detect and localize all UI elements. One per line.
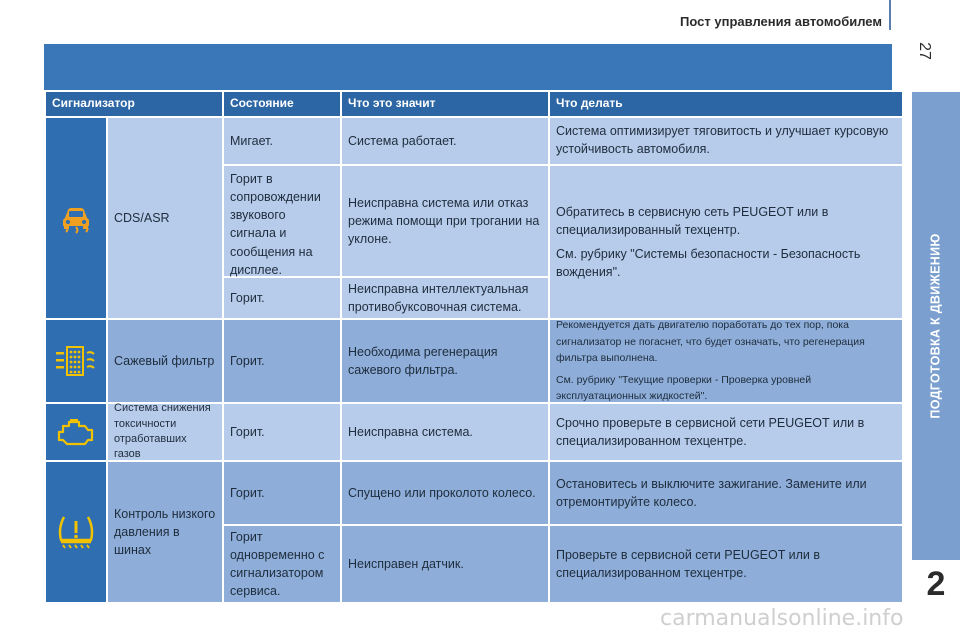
dpf-action-1: Рекомендуется дать двигателю поработать до тех пор, пока сигнализатор не погаснет, что будет означать, что регенерация фильтра выполнена.: [556, 319, 865, 364]
tyre-state-2: Горит одновременно с сигнализатором сервиса.: [224, 526, 340, 602]
side-tab-label-wrap: [912, 92, 960, 560]
cds-state-2: Горит в сопровождении звукового сигнала и сообщения на дисплее.: [224, 166, 340, 276]
cds-action-1: Система оптимизирует тяговитость и улучшает курсовую устойчивость автомобиля.: [550, 118, 902, 164]
section-title: Пост управления автомобилем: [680, 14, 882, 29]
emission-action: Срочно проверьте в сервисной сети PEUGEOT или в специализированном техцентре.: [550, 404, 902, 460]
column-header-action: Что делать: [550, 92, 902, 116]
dpf-state: Горит.: [224, 320, 340, 402]
tyre-state-1: Горит.: [224, 462, 340, 524]
engine-icon: [46, 404, 106, 460]
page-number: 27: [916, 42, 933, 60]
tyre-action-1: Остановитесь и выключите зажигание. Замените или отремонтируйте колесо.: [550, 462, 902, 524]
cds-meaning-3: Неисправна интеллектуальная противобуксовочная система.: [342, 278, 548, 318]
indicator-name-cds: CDS/ASR: [108, 118, 222, 318]
cds-state-1: Мигает.: [224, 118, 340, 164]
indicator-name-emission: Система снижения токсичности отработавших газов: [108, 404, 222, 460]
dpf-meaning: Необходима регенерация сажевого фильтра.: [342, 320, 548, 402]
warning-lights-table: [44, 90, 892, 599]
indicator-name-tyre: Контроль низкого давления в шинах: [108, 462, 222, 602]
tyre-meaning-2: Неисправен датчик.: [342, 526, 548, 602]
side-tab-label: ПОДГОТОВКА К ДВИЖЕНИЮ: [929, 233, 943, 419]
indicator-name-dpf: Сажевый фильтр: [108, 320, 222, 402]
tyre-meaning-1: Спущено или проколото колесо.: [342, 462, 548, 524]
particle-filter-icon: [46, 320, 106, 402]
emission-state: Горит.: [224, 404, 340, 460]
column-header-meaning: Что это значит: [342, 92, 548, 116]
header-rule: [889, 0, 891, 30]
cds-meaning-2: Неисправна система или отказ режима помощи при трогании на уклоне.: [342, 166, 548, 276]
column-header-state: Состояние: [224, 92, 340, 116]
table-title-band: [44, 44, 892, 90]
emission-meaning: Неисправна система.: [342, 404, 548, 460]
tyre-action-2: Проверьте в сервисной сети PEUGEOT или в специализированном техцентре.: [550, 526, 902, 602]
chapter-number: 2: [912, 563, 960, 640]
column-header-indicator: Сигнализатор: [46, 92, 222, 116]
dpf-action-2: См. рубрику "Текущие проверки - Проверка уровней эксплуатационных жидкостей".: [556, 374, 812, 403]
dpf-action: [550, 320, 902, 402]
cds-state-3: Горит.: [224, 278, 340, 318]
cds-shared-action: [550, 166, 902, 318]
cds-shared-action-1: Обратитесь в сервисную сеть PEUGEOT или в специализированный техцентр.: [556, 204, 829, 237]
cds-shared-action-2: См. рубрику "Системы безопасности - Безопасность вождения".: [556, 247, 861, 280]
skidding-car-icon: [46, 118, 106, 318]
cds-meaning-1: Система работает.: [342, 118, 548, 164]
watermark: carmanualsonline.info: [660, 606, 904, 631]
tyre-pressure-icon: [46, 462, 106, 602]
